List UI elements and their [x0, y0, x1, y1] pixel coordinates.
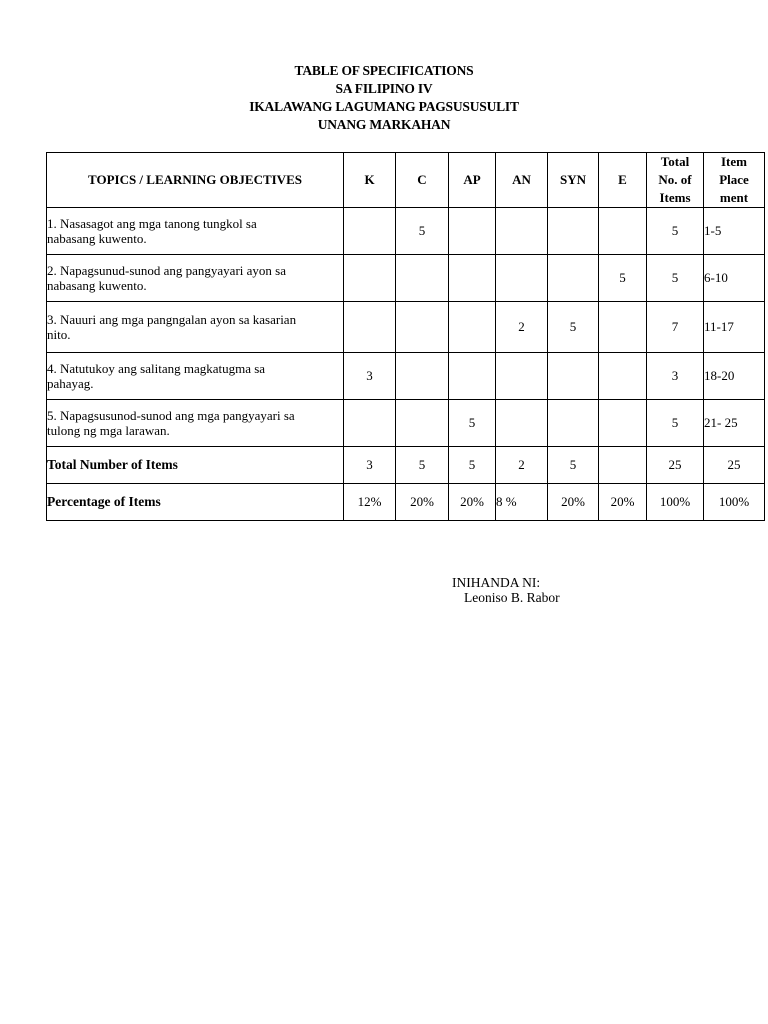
- header-total-line: Total: [660, 154, 690, 169]
- header-total-items: [647, 153, 704, 208]
- header-total-line: Items: [659, 190, 691, 205]
- cell-ap: [449, 255, 496, 302]
- cell-e: 5: [599, 255, 647, 302]
- topic-line: 1. Nasasagot ang mga tanong tungkol sa: [47, 216, 257, 231]
- header-placement-line: Item: [721, 154, 747, 169]
- header-e: E: [599, 153, 647, 208]
- total-c: 5: [396, 447, 449, 484]
- percent-ap: 20%: [449, 484, 496, 521]
- table-row: [47, 255, 765, 302]
- total-k: 3: [344, 447, 396, 484]
- cell-e: [599, 400, 647, 447]
- cell-total: 5: [647, 400, 704, 447]
- topic-line: nabasang kuwento.: [47, 278, 147, 293]
- total-syn: 5: [548, 447, 599, 484]
- header-total-line: No. of: [658, 172, 692, 187]
- cell-e: [599, 353, 647, 400]
- total-placement: 25: [704, 447, 765, 484]
- cell-k: [344, 208, 396, 255]
- cell-placement: 18-20: [704, 353, 765, 400]
- table-row: [47, 353, 765, 400]
- prepared-by-label: INIHANDA NI:: [452, 575, 541, 590]
- cell-total: 5: [647, 255, 704, 302]
- cell-c: [396, 400, 449, 447]
- cell-total: 5: [647, 208, 704, 255]
- header-syn: SYN: [548, 153, 599, 208]
- header-ap: AP: [449, 153, 496, 208]
- cell-ap: [449, 208, 496, 255]
- prepared-by-block: [452, 575, 560, 605]
- cell-k: [344, 302, 396, 353]
- percent-syn: 20%: [548, 484, 599, 521]
- cell-c: [396, 353, 449, 400]
- header-topics: TOPICS / LEARNING OBJECTIVES: [47, 153, 344, 208]
- document-title: [0, 62, 768, 134]
- subtitle-exam: IKALAWANG LAGUMANG PAGSUSUSULIT: [249, 99, 519, 114]
- total-items-label: Total Number of Items: [47, 447, 344, 484]
- topic-line: 2. Napagsunud-sunod ang pangyayari ayon sa: [47, 263, 286, 278]
- cell-e: [599, 208, 647, 255]
- cell-placement: 6-10: [704, 255, 765, 302]
- topic-line: tulong ng mga larawan.: [47, 423, 170, 438]
- topic-line: 3. Nauuri ang mga pangngalan ayon sa kasarian: [47, 312, 297, 327]
- cell-c: 5: [396, 208, 449, 255]
- cell-an: [496, 255, 548, 302]
- cell-an: [496, 208, 548, 255]
- header-item-placement: [704, 153, 765, 208]
- cell-syn: [548, 353, 599, 400]
- percent-placement: 100%: [704, 484, 765, 521]
- topic-line: pahayag.: [47, 376, 94, 391]
- percentage-row: [47, 484, 765, 521]
- subtitle-quarter: UNANG MARKAHAN: [317, 117, 451, 132]
- title-line: TABLE OF SPECIFICATIONS: [294, 63, 474, 78]
- cell-k: [344, 255, 396, 302]
- cell-syn: 5: [548, 302, 599, 353]
- cell-ap: [449, 302, 496, 353]
- topic-line: 5. Napagsusunod-sunod ang mga pangyayari sa: [47, 408, 295, 423]
- header-k: K: [344, 153, 396, 208]
- cell-total: 3: [647, 353, 704, 400]
- cell-e: [599, 302, 647, 353]
- table-header-row: [47, 153, 765, 208]
- topic-cell: [47, 208, 344, 255]
- total-an: 2: [496, 447, 548, 484]
- table-row: [47, 302, 765, 353]
- topic-line: nabasang kuwento.: [47, 231, 147, 246]
- topic-cell: [47, 400, 344, 447]
- percent-an: 8 %: [496, 484, 548, 521]
- percent-k: 12%: [344, 484, 396, 521]
- topic-cell: [47, 255, 344, 302]
- percent-c: 20%: [396, 484, 449, 521]
- header-an: AN: [496, 153, 548, 208]
- cell-an: [496, 353, 548, 400]
- header-placement-line: ment: [719, 190, 749, 205]
- cell-ap: 5: [449, 400, 496, 447]
- cell-ap: [449, 353, 496, 400]
- topic-line: 4. Natutukoy ang salitang magkatugma sa: [47, 361, 266, 376]
- total-items-row: [47, 447, 765, 484]
- cell-syn: [548, 400, 599, 447]
- total-e: [599, 447, 647, 484]
- percent-total: 100%: [647, 484, 704, 521]
- cell-syn: [548, 255, 599, 302]
- total-ap: 5: [449, 447, 496, 484]
- cell-c: [396, 302, 449, 353]
- subtitle-subject: SA FILIPINO IV: [335, 81, 433, 96]
- cell-placement: 1-5: [704, 208, 765, 255]
- topic-cell: [47, 302, 344, 353]
- cell-k: [344, 400, 396, 447]
- percent-e: 20%: [599, 484, 647, 521]
- cell-an: [496, 400, 548, 447]
- percentage-label: Percentage of Items: [47, 484, 344, 521]
- topic-cell: [47, 353, 344, 400]
- header-c: C: [396, 153, 449, 208]
- cell-k: 3: [344, 353, 396, 400]
- cell-total: 7: [647, 302, 704, 353]
- cell-syn: [548, 208, 599, 255]
- header-placement-line: Place: [719, 172, 749, 187]
- cell-c: [396, 255, 449, 302]
- preparer-name: Leoniso B. Rabor: [464, 590, 560, 605]
- table-row: [47, 400, 765, 447]
- table-row: [47, 208, 765, 255]
- specifications-table: [46, 152, 765, 521]
- topic-line: nito.: [47, 327, 71, 342]
- cell-placement: 21- 25: [704, 400, 765, 447]
- total-total: 25: [647, 447, 704, 484]
- cell-placement: 11-17: [704, 302, 765, 353]
- cell-an: 2: [496, 302, 548, 353]
